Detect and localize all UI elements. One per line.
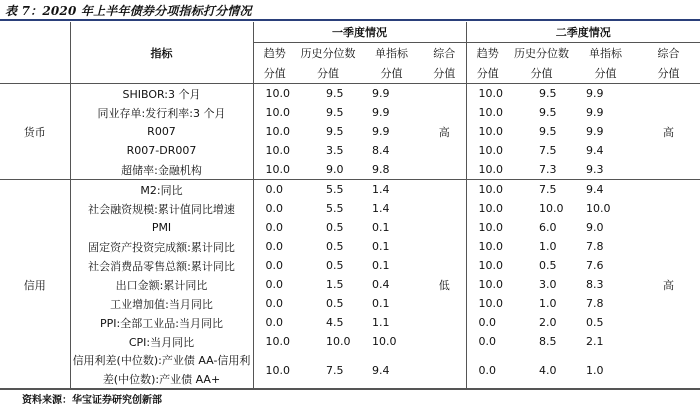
q1-value: 9.8: [360, 160, 423, 180]
q2-value: 10.0: [478, 125, 503, 138]
q2-overall-label: 综合: [657, 47, 680, 60]
q2-value: 1.0: [539, 240, 557, 253]
table-row: [0, 237, 700, 256]
table-row: [0, 180, 700, 200]
q1-single-label: 单指标: [375, 47, 408, 60]
q1-value: 0.5: [326, 221, 344, 234]
q1-value: 0.0: [265, 297, 283, 310]
q1-value: 10.0: [265, 87, 290, 100]
q2-value: 9.0: [586, 221, 604, 234]
q2-value: 0.0: [478, 335, 496, 348]
q1-value: 0.5: [326, 240, 344, 253]
q1-trend-label: 趋势: [263, 47, 286, 60]
q2-hist-label: 历史分位数: [514, 47, 569, 60]
q1-value: 9.9: [372, 106, 390, 119]
table-row: [0, 275, 700, 294]
q2-value: 2.1: [586, 335, 604, 348]
q2-value: 10.0: [466, 160, 509, 180]
table-row: [0, 294, 700, 313]
indicator-name: R007: [70, 122, 253, 141]
q2-value: 8.3: [586, 278, 604, 291]
q2-value: 10.0: [478, 202, 503, 215]
q1-value: 0.4: [372, 278, 390, 291]
q1-value: 0.1: [372, 240, 390, 253]
q1-value: 9.5: [326, 87, 344, 100]
q1-overall-cell: 高: [423, 84, 466, 180]
table-row: [0, 199, 700, 218]
table-row: [0, 141, 700, 160]
score-table: 指标 一季度情况 二季度情况 趋势 历史分位数 单指标 综合 趋势 历史分位数 单指标 综合 分值 分值 分值 分值 分值 分值 分值 分值 货币 SHIBOR:3 个月 10.0 9.5 9.9 高 10.0 9.5 9.9 高 同业存单:发行利率:3 个月 10.0 9.5 9.9 10.0 9.5 9.9 R007 10.0 9.5 9.9 10.0 9.5 9.9 R007-DR007 10.0 3.5 8.4 10.0 7.5 9.4 超储率:金融机构 10.0 9.0 9.8 10.0 7.3 9.3 信用 M2:同比 0.0 5.5 1.4 低 10.0 7.5 9.4 高 社会融资规模:累计值同比增速 0.0 5.5 1.4 10.0 10.0 10.0 PMI 0.0 0.5 0.1 10.0 6.0 9.0 固定资产投资完成额:累计同比 0.0 0.5 0.1 10.0 1.0 7.8 社会消费品零售总额:累计同比 0.0 0.5 0.1 10.0 0.5 7.6 出口金额:累计同比 0.0 1.5 0.4 10.0 3.0 8.3 工业增加值:当月同比 0.0 0.5 0.1 10.0 1.0 7.8 PPI:全部工业品:当月同比 0.0 4.5 1.1 0.0 2.0 0.5 CPI:当月同比 10.0 10.0 10.0 0.0 8.5 2.1 信用利差(中位数):产业债 AA-信用利差(中位数):产业债 AA+ 10.0 7.5 9.4 0.0 4.0 1.0: [0, 22, 700, 390]
q1-value: 9.5: [326, 106, 344, 119]
q1-value: 4.5: [326, 316, 344, 329]
table-row: [0, 332, 700, 351]
q1-value: 10.0: [253, 351, 296, 390]
q1-value: 9.9: [372, 87, 390, 100]
q1-overall-cell: 低: [423, 180, 466, 390]
indicator-name: PPI:全部工业品:当月同比: [70, 313, 253, 332]
q1-value: 9.9: [372, 125, 390, 138]
q1-header: 一季度情况: [253, 22, 466, 43]
q1-value: 3.5: [326, 144, 344, 157]
q2-value: 10.0: [478, 144, 503, 157]
q1-value: 0.0: [265, 183, 283, 196]
category-cell: 货币: [0, 84, 70, 180]
q1-value: 0.1: [372, 221, 390, 234]
q2-value: 9.4: [586, 144, 604, 157]
bottom-rule: [0, 388, 700, 389]
title-rule: [0, 19, 700, 21]
q2-value: 6.0: [539, 221, 557, 234]
indicator-name: PMI: [70, 218, 253, 237]
table-row: [0, 313, 700, 332]
q2-value: 9.5: [539, 87, 557, 100]
indicator-name: 同业存单:发行利率:3 个月: [70, 103, 253, 122]
table-body: [0, 84, 700, 390]
q2-header: 二季度情况: [466, 22, 700, 43]
table-row: [0, 84, 700, 104]
q2-value: 9.4: [586, 183, 604, 196]
q1-value: 0.0: [265, 278, 283, 291]
q2-value: 8.5: [539, 335, 557, 348]
q1-value: 0.0: [265, 259, 283, 272]
q1-value: 0.0: [265, 240, 283, 253]
indicator-name: SHIBOR:3 个月: [70, 84, 253, 104]
q1-value: 0.5: [326, 297, 344, 310]
q1-value: 5.5: [326, 202, 344, 215]
q1-hist-label: 历史分位数: [300, 47, 356, 60]
q2-value: 0.5: [539, 259, 557, 272]
q2-value: 0.0: [478, 316, 496, 329]
q2-value: 10.0: [478, 221, 503, 234]
q1-value: 10.0: [326, 335, 351, 348]
table-row: [0, 351, 700, 390]
q1-value: 7.5: [296, 351, 360, 390]
category-cell: 信用: [0, 180, 70, 390]
indicator-name: R007-DR007: [70, 141, 253, 160]
q2-value: 10.0: [478, 278, 503, 291]
indicator-name: M2:同比: [70, 180, 253, 200]
q2-value: 10.0: [539, 202, 564, 215]
q1-value: 1.4: [372, 202, 390, 215]
q2-value: 10.0: [478, 259, 503, 272]
indicator-header: 指标: [70, 22, 253, 84]
q1-overall-label: 综合: [423, 43, 466, 64]
q1-value: 1.4: [372, 183, 390, 196]
q2-value: 7.3: [509, 160, 574, 180]
q2-value: 7.5: [539, 183, 557, 196]
q2-value: 10.0: [586, 202, 611, 215]
indicator-name: CPI:当月同比: [70, 332, 253, 351]
q1-value: 5.5: [326, 183, 344, 196]
q1-value: 0.0: [265, 316, 283, 329]
q1-value: 9.4: [360, 351, 423, 390]
table-row: [0, 103, 700, 122]
q1-value: 10.0: [253, 160, 296, 180]
q2-value: 9.9: [586, 106, 604, 119]
q2-value: 7.8: [586, 240, 604, 253]
q2-value: 10.0: [478, 297, 503, 310]
q1-value: 0.0: [265, 221, 283, 234]
indicator-name: 出口金额:累计同比: [70, 275, 253, 294]
q1-value: 9.5: [326, 125, 344, 138]
q1-value: 1.1: [372, 316, 390, 329]
q1-value: 10.0: [265, 144, 290, 157]
q2-value: 0.0: [466, 351, 509, 390]
indicator-name: 超储率:金融机构: [70, 160, 253, 180]
q1-value: 0.1: [372, 297, 390, 310]
corner-cell: [0, 22, 70, 43]
q2-value: 7.8: [586, 297, 604, 310]
q1-value: 8.4: [372, 144, 390, 157]
q1-value: 9.0: [296, 160, 360, 180]
indicator-name: 工业增加值:当月同比: [70, 294, 253, 313]
q2-value: 10.0: [478, 183, 503, 196]
q1-value: 0.1: [372, 259, 390, 272]
indicator-name: 社会消费品零售总额:累计同比: [70, 256, 253, 275]
q1-value: 0.0: [265, 202, 283, 215]
q1-value: 10.0: [265, 125, 290, 138]
q2-value: 3.0: [539, 278, 557, 291]
q2-value: 10.0: [478, 240, 503, 253]
q1-value: 10.0: [265, 106, 290, 119]
q2-value: 4.0: [509, 351, 574, 390]
q2-value: 9.5: [539, 106, 557, 119]
table-row: [0, 122, 700, 141]
q2-value: 1.0: [539, 297, 557, 310]
indicator-name: 社会融资规模:累计值同比增速: [70, 199, 253, 218]
table-title: 表 7：2020 年上半年债券分项指标打分情况: [5, 4, 252, 18]
q1-value: 1.5: [326, 278, 344, 291]
indicator-name: 信用利差(中位数):产业债 AA-信用利差(中位数):产业债 AA+: [70, 351, 253, 390]
table-row: [0, 160, 700, 180]
q2-value: 10.0: [478, 106, 503, 119]
q2-value: 9.5: [539, 125, 557, 138]
q2-value: 7.6: [586, 259, 604, 272]
q1-value: 10.0: [372, 335, 397, 348]
q1-value: 0.5: [326, 259, 344, 272]
q2-overall-cell: 高: [637, 180, 700, 390]
q2-value: 9.3: [574, 160, 637, 180]
table-row: [0, 256, 700, 275]
table-row: [0, 218, 700, 237]
q2-value: 0.5: [586, 316, 604, 329]
q2-trend-label: 趋势: [476, 47, 499, 60]
q1-value: 10.0: [265, 335, 290, 348]
q2-value: 2.0: [539, 316, 557, 329]
q2-value: 9.9: [586, 125, 604, 138]
q2-value: 10.0: [478, 87, 503, 100]
q2-value: 1.0: [574, 351, 637, 390]
q2-single-label: 单指标: [589, 47, 622, 60]
source-note: 资料来源：华宝证券研究创新部: [22, 395, 162, 406]
indicator-name: 固定资产投资完成额:累计同比: [70, 237, 253, 256]
q2-overall-cell: 高: [637, 84, 700, 180]
q2-value: 9.9: [586, 87, 604, 100]
q2-value: 7.5: [539, 144, 557, 157]
